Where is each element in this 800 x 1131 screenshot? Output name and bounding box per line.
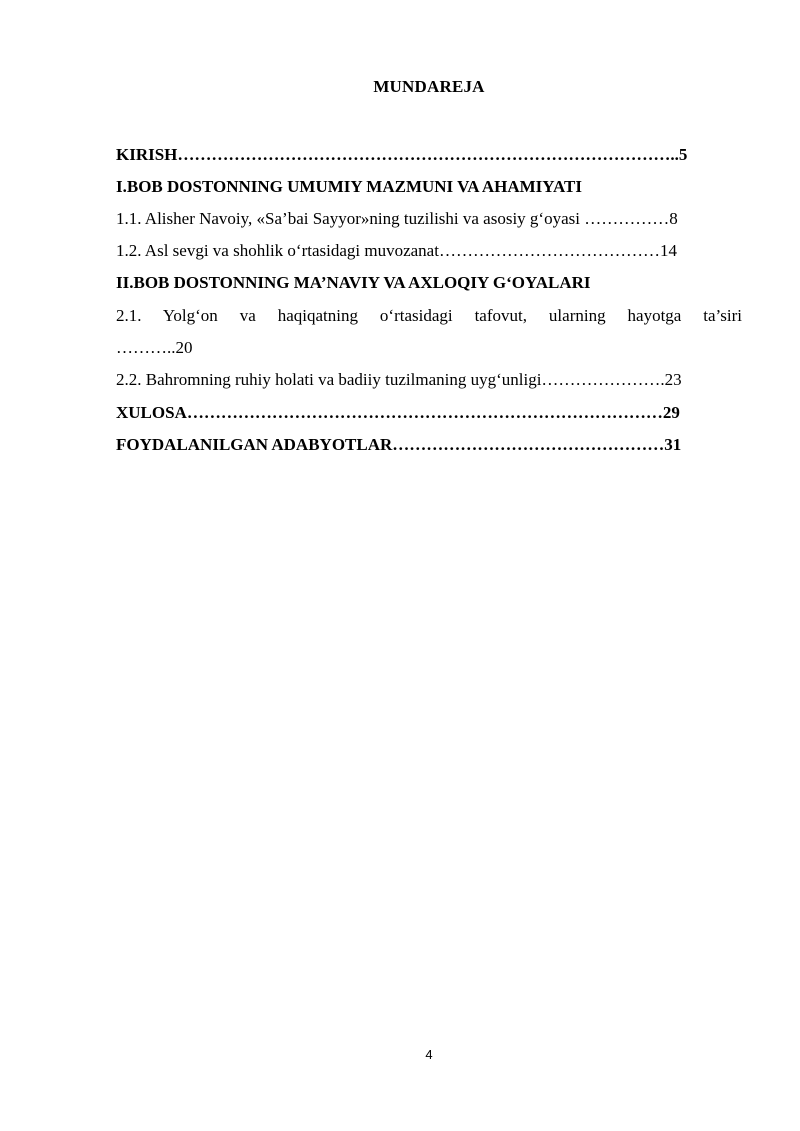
toc-section-2-1-line2: ………..20 bbox=[116, 338, 193, 357]
toc-entry-kirish: KIRISH……………………………………………………………………………..5 bbox=[116, 145, 688, 164]
toc-chapter-2: II.BOB DOSTONNING MA’NAVIY VA AXLOQIY G‘OYALARI bbox=[116, 273, 591, 292]
toc-entry-xulosa: XULOSA…………………………………………………………………………29 bbox=[116, 403, 680, 422]
toc-entry-adabiyotlar: FOYDALANILGAN ADABYOTLAR…………………………………………31 bbox=[116, 435, 682, 454]
toc-section-1-1: 1.1. Alisher Navoiy, «Sa’bai Sayyor»ning tuzilishi va asosiy g‘oyasi ……………8 bbox=[116, 209, 678, 228]
toc-section-1-2: 1.2. Asl sevgi va shohlik o‘rtasidagi muvozanat…………………………………14 bbox=[116, 241, 677, 260]
page-title: MUNDAREJA bbox=[373, 77, 485, 96]
toc-section-2-1-line1: 2.1. Yolg‘on va haqiqatning o‘rtasidagi tafovut, ularning hayotga ta’siri bbox=[116, 306, 742, 325]
page-number: 4 bbox=[425, 1047, 433, 1062]
toc-chapter-1: I.BOB DOSTONNING UMUMIY MAZMUNI VA AHAMIYATI bbox=[116, 177, 582, 196]
toc-section-2-2: 2.2. Bahromning ruhiy holati va badiiy tuzilmaning uyg‘unligi………………….23 bbox=[116, 370, 682, 389]
